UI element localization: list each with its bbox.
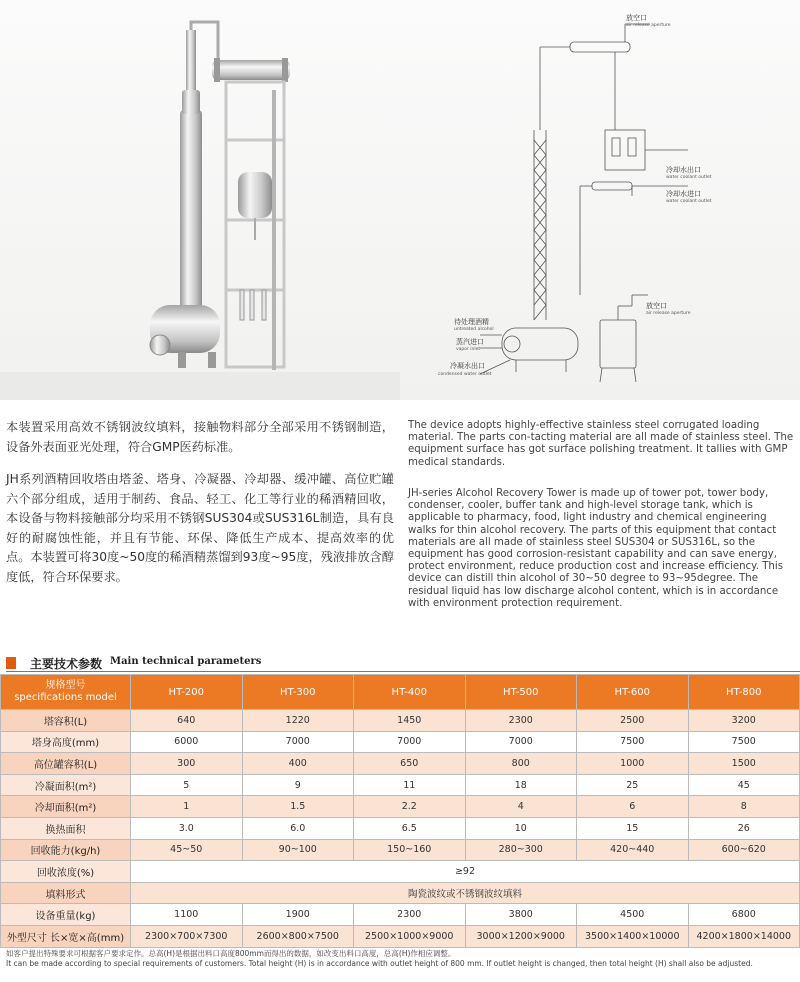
diagram-label-condensed-outlet: 冷凝水出口 [450, 362, 485, 370]
spec-header-cn: 规格型号 [45, 680, 86, 691]
row-label: 外型尺寸 长×宽×高(mm) [1, 925, 131, 947]
table-cell: 1100 [131, 904, 243, 926]
diagram-label-coolant-in: 冷却水进口 [666, 190, 701, 198]
table-row [1, 796, 800, 818]
equipment-photo [0, 0, 400, 400]
table-cell: 3000×1200×9000 [465, 925, 577, 947]
table-cell: 2600×800×7500 [242, 925, 354, 947]
table-row [1, 925, 800, 947]
table-cell: 1900 [242, 904, 354, 926]
table-cell: 25 [577, 774, 689, 796]
table-cell: 2500 [577, 710, 689, 732]
table-cell: 3800 [465, 904, 577, 926]
table-cell: 7000 [465, 731, 577, 753]
table-cell: 6.5 [354, 817, 466, 839]
spec-table [0, 674, 800, 948]
process-diagram [420, 10, 800, 395]
heading-accent-bar [6, 657, 16, 669]
model-header: HT-800 [688, 675, 800, 710]
technical-parameters-heading [0, 654, 800, 672]
table-cell: 6000 [131, 731, 243, 753]
table-row [1, 710, 800, 732]
table-cell: 2300×700×7300 [131, 925, 243, 947]
table-cell: 9 [242, 774, 354, 796]
table-cell: 7000 [354, 731, 466, 753]
table-row [1, 817, 800, 839]
product-image-area [0, 0, 800, 400]
table-cell-merged: ≥92 [131, 861, 800, 883]
heading-title-en: Main technical parameters [110, 656, 262, 667]
table-cell: 4 [465, 796, 577, 818]
table-cell: 1220 [242, 710, 354, 732]
table-cell: 3200 [688, 710, 800, 732]
table-cell: 1000 [577, 753, 689, 775]
table-cell: 150~160 [354, 839, 466, 861]
diagram-label-air-release-2-en: air release aperture [646, 311, 691, 316]
table-cell: 26 [688, 817, 800, 839]
cn-description-paragraph: JH系列酒精回收塔由塔釜、塔身、冷凝器、冷却器、缓冲罐、高位贮罐六个部分组成，适用于制药、食品、轻工、化工等行业的稀酒精回收，本设备与物料接触部分均采用不锈钢SUS304或SUS316L制造，具有良好的耐腐蚀性能，并且有节能、环保、降低生产成本、提高效率的优点。本装置可将30度~50度的稀酒精蒸馏到93度~95度，残液排放含醇度低，符合环保要求。 [6, 472, 394, 584]
table-row [1, 774, 800, 796]
table-row [1, 882, 800, 904]
table-cell: 45~50 [131, 839, 243, 861]
table-cell: 2300 [354, 904, 466, 926]
table-cell: 7500 [688, 731, 800, 753]
table-cell: 18 [465, 774, 577, 796]
table-cell: 15 [577, 817, 689, 839]
table-cell: 6800 [688, 904, 800, 926]
footnote-en: It can be made according to special requirements of customers. Total height (H) is in accordance with outlet height of 800 mm. If outlet height is changed, then total height (H) shall also be adjusted. [6, 959, 753, 968]
table-cell: 2.2 [354, 796, 466, 818]
diagram-label-coolant-in-en: water coolant outlet [666, 199, 712, 204]
table-cell: 280~300 [465, 839, 577, 861]
row-label: 换热面积 [1, 817, 131, 839]
model-header: HT-600 [577, 675, 689, 710]
en-intro-paragraph: The device adopts highly-effective stainless steel corrugated loading material. The parts con-tacting material are all made of stainless steel. The equipment surface has got surface polishing treatment. It tallies with GMP medical standards. [408, 420, 794, 468]
model-header: HT-300 [242, 675, 354, 710]
diagram-label-air-release-1: 放空口 [626, 14, 647, 22]
table-cell: 6 [577, 796, 689, 818]
diagram-label-vapor-inlet: 蒸汽进口 [456, 338, 484, 346]
table-row [1, 753, 800, 775]
model-header: HT-400 [354, 675, 466, 710]
row-label: 冷凝面积(m²) [1, 774, 131, 796]
cn-intro-paragraph: 本装置采用高效不锈钢波纹填料，接触物料部分全部采用不锈钢制造，设备外表面亚光处理，符合GMP医药标准。 [6, 420, 394, 454]
row-label: 高位罐容积(L) [1, 753, 131, 775]
diagram-label-coolant-out: 冷却水出口 [666, 166, 701, 174]
table-cell: 400 [242, 753, 354, 775]
table-cell: 640 [131, 710, 243, 732]
table-cell: 2500×1000×9000 [354, 925, 466, 947]
table-cell: 8 [688, 796, 800, 818]
table-cell: 2300 [465, 710, 577, 732]
table-cell: 1 [131, 796, 243, 818]
table-cell: 7000 [242, 731, 354, 753]
spec-header-row [1, 675, 800, 710]
table-cell: 3500×1400×10000 [577, 925, 689, 947]
table-cell: 300 [131, 753, 243, 775]
table-cell: 600~620 [688, 839, 800, 861]
footnote-cn: 如客户提出特殊要求可根据客户要求定作。总高(H)是根据出料口高度800mm而得出的数据，如改变出料口高度，总高(H)作相应调整。 [6, 949, 456, 958]
spec-header-en: specifications model [14, 692, 117, 703]
spec-header-label [1, 675, 131, 710]
model-header: HT-200 [131, 675, 243, 710]
table-cell: 3.0 [131, 817, 243, 839]
diagram-label-untreated-alcohol: 待处理酒精 [454, 318, 489, 326]
diagram-label-air-release-2: 放空口 [646, 302, 667, 310]
table-cell: 90~100 [242, 839, 354, 861]
table-cell: 4500 [577, 904, 689, 926]
footnote [6, 949, 796, 969]
diagram-label-coolant-out-en: water coolant outlet [666, 175, 712, 180]
heading-divider [6, 671, 800, 672]
table-cell-merged: 陶瓷波纹或不锈钢波纹填料 [131, 882, 800, 904]
table-cell: 11 [354, 774, 466, 796]
table-cell: 10 [465, 817, 577, 839]
diagram-label-condensed-outlet-en: condensed water outlet [438, 372, 492, 377]
table-cell: 45 [688, 774, 800, 796]
table-cell: 4200×1800×14000 [688, 925, 800, 947]
table-row [1, 731, 800, 753]
table-cell: 7500 [577, 731, 689, 753]
table-cell: 420~440 [577, 839, 689, 861]
table-cell: 1500 [688, 753, 800, 775]
model-header: HT-500 [465, 675, 577, 710]
table-cell: 1.5 [242, 796, 354, 818]
table-cell: 800 [465, 753, 577, 775]
table-cell: 6.0 [242, 817, 354, 839]
en-description-paragraph: JH-series Alcohol Recovery Tower is made up of tower pot, tower body, condenser, cooler, buffer tank and high-level storage tank, which is applicable to pharmacy, food, light industry and chemical engineering walks for thin alcohol recovery. The parts of this equipment that contact materials are all made of stainless steel SUS304 or SUS316L, so the equipment has good corrosion-resistant capability and can save energy, protect environment, reduce production cost and increase efficiency. This device can distill thin alcohol of 30~50 degree to 93~95degree. The residual liquid has low discharge alcohol content, which is in accordance with environment protection requirement. [408, 488, 784, 609]
diagram-label-untreated-alcohol-en: untreated alcohol [454, 327, 494, 332]
table-cell: 5 [131, 774, 243, 796]
row-label: 设备重量(kg) [1, 904, 131, 926]
row-label: 塔身高度(mm) [1, 731, 131, 753]
row-label: 回收能力(kg/h) [1, 839, 131, 861]
table-row [1, 861, 800, 883]
table-cell: 1450 [354, 710, 466, 732]
table-row [1, 904, 800, 926]
diagram-label-air-release-1-en: air release aperture [626, 23, 671, 28]
row-label: 填料形式 [1, 882, 131, 904]
table-cell: 650 [354, 753, 466, 775]
row-label: 塔容积(L) [1, 710, 131, 732]
table-row [1, 839, 800, 861]
heading-title-cn: 主要技术参数 [30, 657, 103, 671]
diagram-label-vapor-inlet-en: vapor inlet [456, 347, 481, 352]
row-label: 回收浓度(%) [1, 861, 131, 883]
row-label: 冷却面积(m²) [1, 796, 131, 818]
